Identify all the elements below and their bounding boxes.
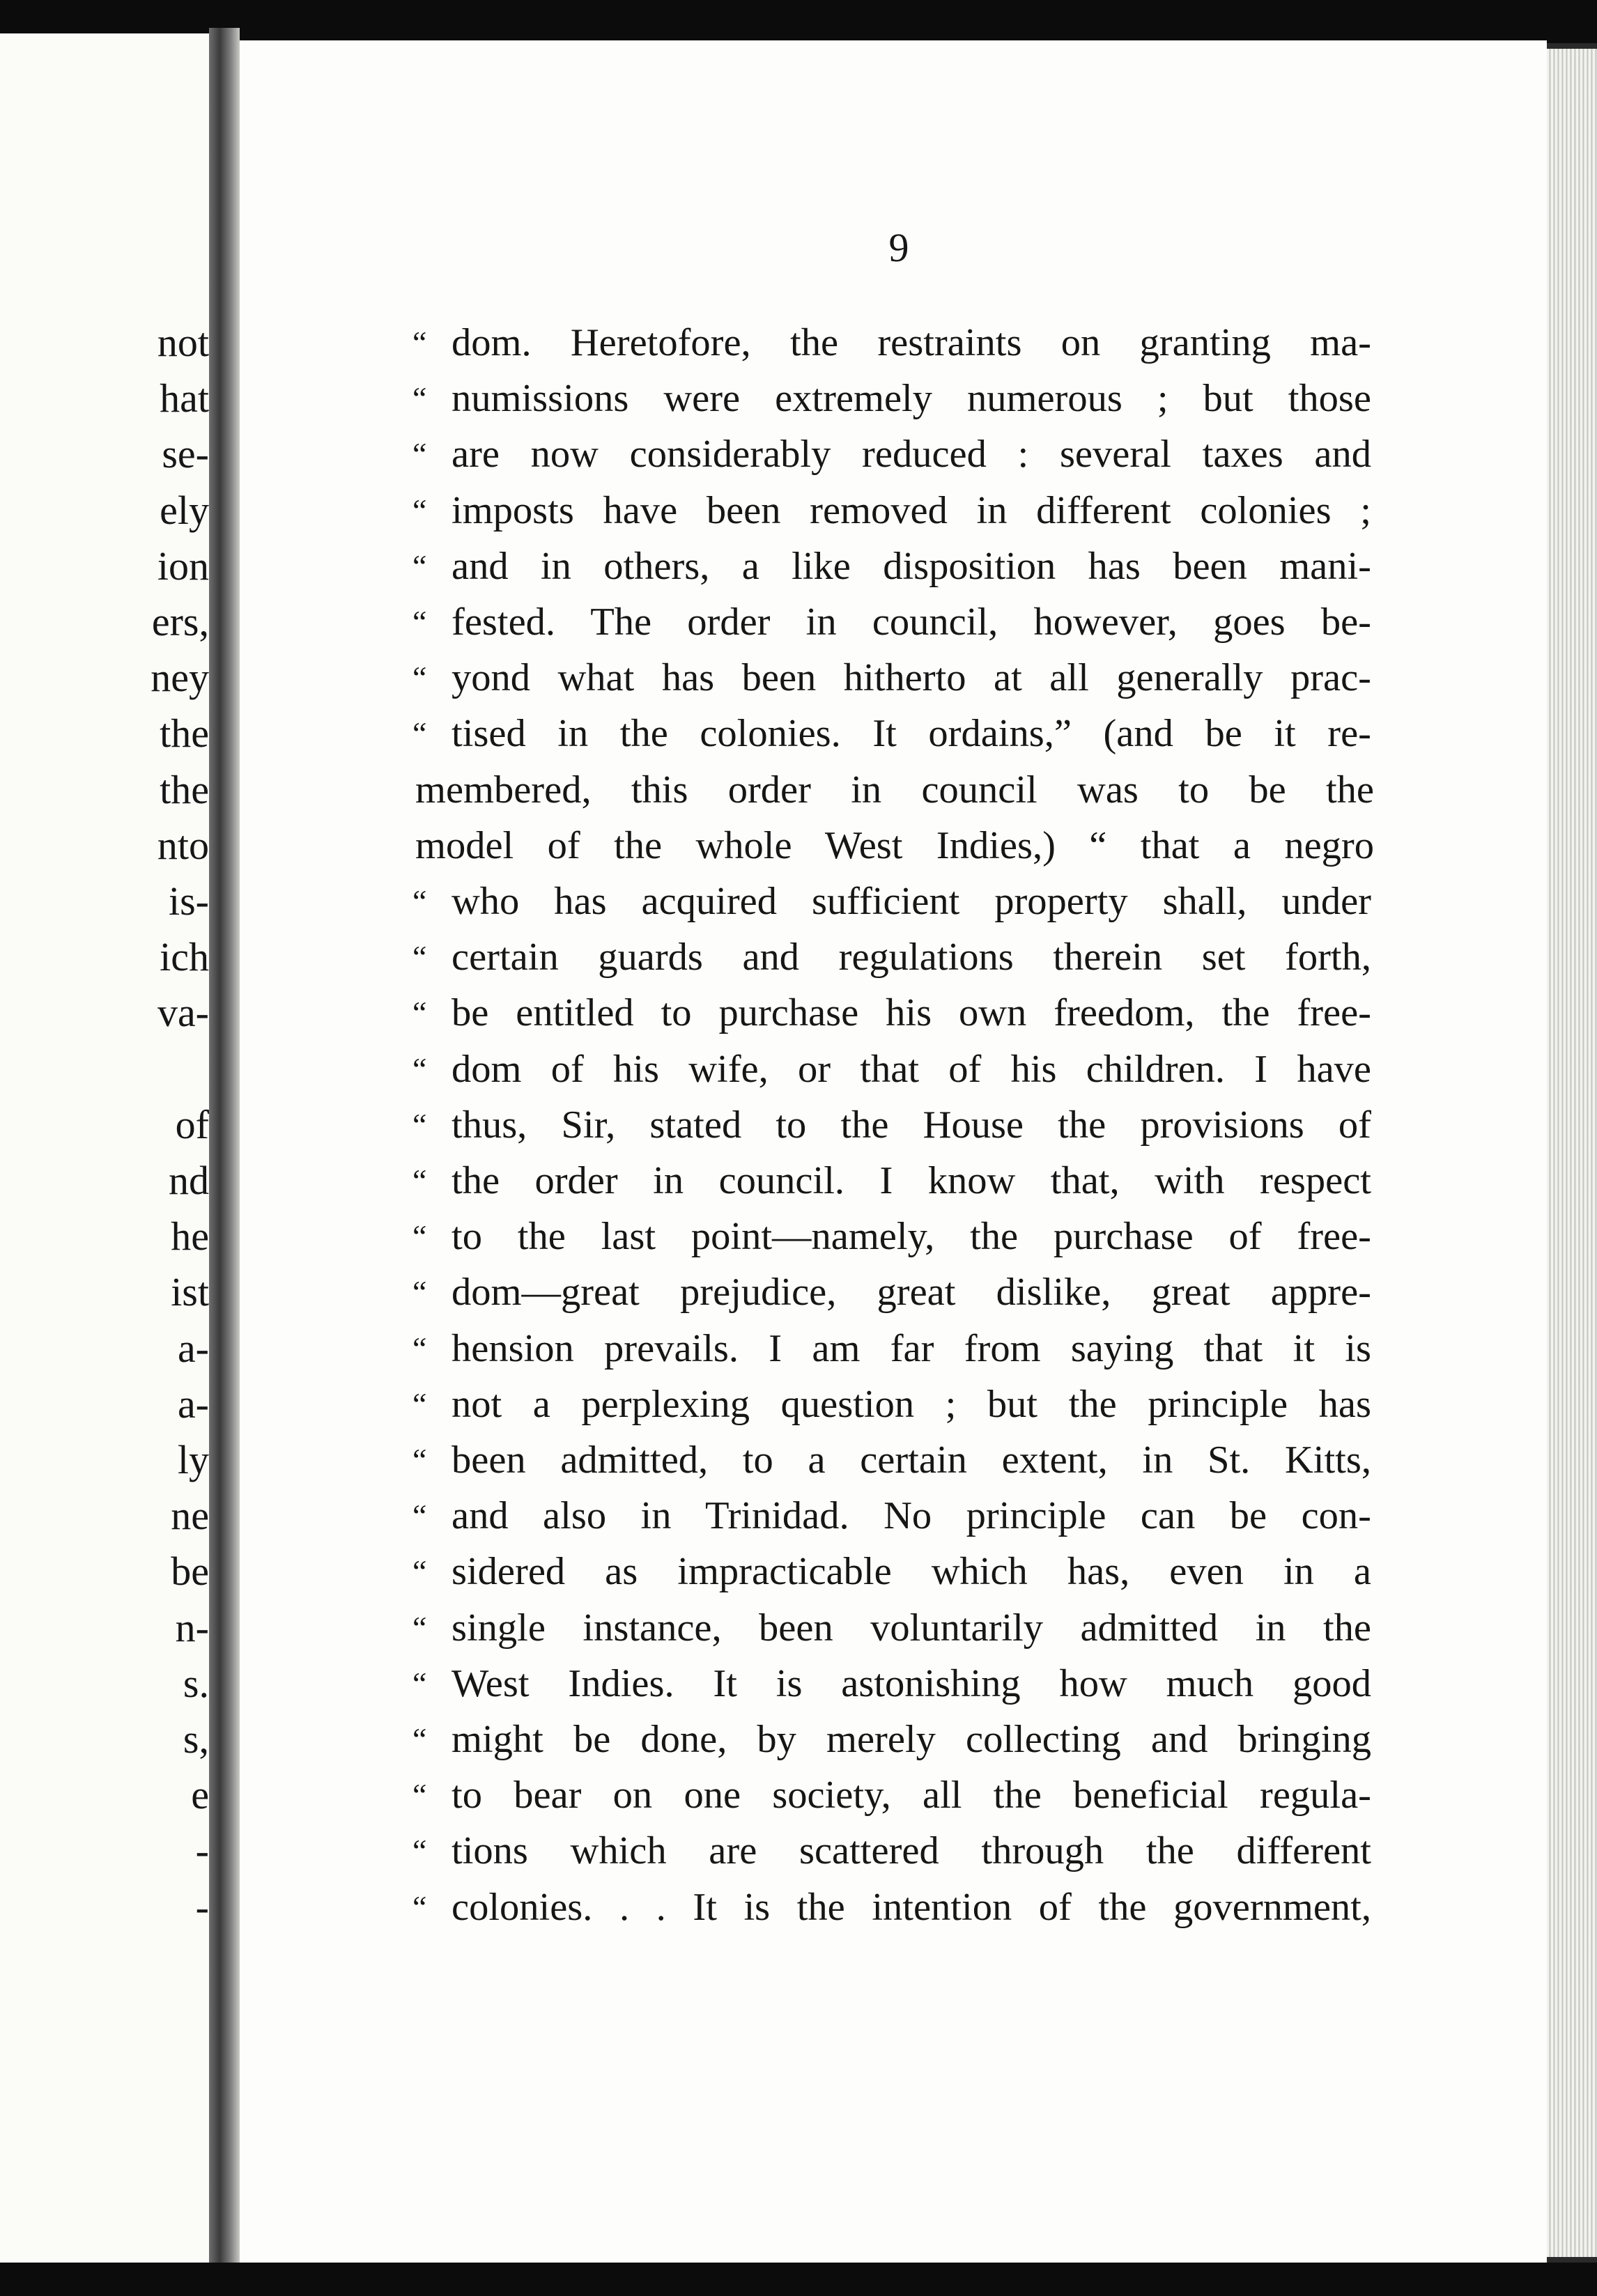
quote-mark: “ (412, 548, 427, 584)
quote-mark: “ (412, 1610, 427, 1645)
facing-page-fragment: ney (151, 655, 209, 700)
text-line: thus, Sir, stated to the House the provisions of (452, 1103, 1371, 1147)
facing-page-fragment: n- (175, 1605, 209, 1650)
text-line: dom of his wife, or that of his children. I have (452, 1048, 1371, 1091)
text-line: be entitled to purchase his own freedom, the free- (452, 991, 1371, 1034)
text-line: sidered as impracticable which has, even in a (452, 1550, 1371, 1593)
text-line: and also in Trinidad. No principle can be con- (452, 1494, 1371, 1537)
quote-mark: “ (412, 1386, 427, 1422)
text-line: been admitted, to a certain extent, in St. Kitts, (452, 1438, 1371, 1482)
text-line: not a perplexing question ; but the principle has (452, 1383, 1371, 1426)
text-line: tions which are scattered through the different (452, 1829, 1371, 1872)
quote-mark: “ (412, 1442, 427, 1477)
quote-mark: “ (412, 995, 427, 1030)
facing-page-fragment: - (195, 1828, 209, 1873)
scan-bottom-border (0, 2263, 1597, 2296)
quote-mark: “ (412, 1331, 427, 1366)
facing-page-fragment: ist (171, 1269, 209, 1314)
facing-page-fragment: he (171, 1213, 209, 1259)
quote-mark: “ (412, 1721, 427, 1757)
text-line: tised in the colonies. It ordains,” (and be it re- (452, 712, 1371, 755)
facing-page-fragment: e (191, 1772, 209, 1817)
quote-mark: “ (412, 1051, 427, 1087)
text-line: who has acquired sufficient property shall, under (452, 880, 1371, 923)
quote-mark: “ (412, 1107, 427, 1142)
text-line: are now considerably reduced : several taxes and (452, 433, 1371, 476)
quote-mark: “ (412, 660, 427, 695)
facing-page-fragment: - (195, 1884, 209, 1930)
book-gutter (209, 28, 240, 2271)
facing-page-fragment: hat (160, 375, 209, 421)
text-line: the order in council. I know that, with respect (452, 1159, 1371, 1202)
facing-page-fragment: s. (183, 1661, 209, 1706)
facing-page-fragment: ly (177, 1437, 209, 1482)
quote-mark: “ (412, 939, 427, 975)
facing-page-fragment: is- (169, 878, 209, 924)
text-line: single instance, been voluntarily admitted in the (452, 1606, 1371, 1650)
quote-mark: “ (412, 380, 427, 416)
facing-page-fragment: a- (177, 1381, 209, 1427)
quote-mark: “ (412, 715, 427, 751)
facing-page-fragment: ers, (151, 599, 209, 644)
text-line: might be done, by merely collecting and bringing (452, 1718, 1371, 1761)
quote-mark: “ (412, 1274, 427, 1310)
text-line: and in others, a like disposition has been mani- (452, 545, 1371, 588)
quote-mark: “ (412, 1889, 427, 1925)
quote-mark: “ (412, 1833, 427, 1868)
quote-mark: “ (412, 1777, 427, 1813)
text-line: to the last point—namely, the purchase of free- (452, 1215, 1371, 1258)
quote-mark: “ (412, 1218, 427, 1254)
facing-page-fragment: va- (157, 990, 209, 1035)
facing-page-fragment: be (171, 1549, 209, 1594)
facing-page-fragment: nd (169, 1158, 209, 1203)
facing-page-fragment: s, (183, 1716, 209, 1762)
text-line: West Indies. It is astonishing how much good (452, 1662, 1371, 1705)
page-number: 9 (888, 225, 909, 270)
facing-page-fragment: ich (160, 934, 209, 979)
facing-page-fragment: ne (171, 1493, 209, 1538)
text-line: yond what has been hitherto at all generally prac- (452, 656, 1371, 699)
quote-mark: “ (412, 1163, 427, 1198)
quote-mark: “ (412, 436, 427, 472)
text-line: dom—great prejudice, great dislike, great appre- (452, 1271, 1371, 1314)
facing-page-fragment: the (160, 767, 209, 812)
text-line: hension prevails. I am far from saying that it is (452, 1327, 1371, 1370)
facing-page-fragment: ion (157, 543, 209, 589)
facing-page-fragment: the (160, 711, 209, 756)
facing-page-fragment: se- (162, 431, 209, 476)
facing-page-edge (0, 33, 209, 2270)
quote-mark: “ (412, 492, 427, 528)
facing-page-fragment: nto (157, 823, 209, 868)
text-line: colonies. . . It is the intention of the government, (452, 1886, 1371, 1929)
text-line: fested. The order in council, however, goes be- (452, 600, 1371, 644)
facing-page-fragment: of (175, 1102, 209, 1147)
quote-mark: “ (412, 1498, 427, 1533)
text-line: to bear on one society, all the beneficial regula- (452, 1774, 1371, 1817)
facing-page-fragment: ely (160, 488, 209, 533)
page-stack-edge (1547, 49, 1597, 2257)
text-line: certain guards and regulations therein set forth, (452, 936, 1371, 979)
text-line: imposts have been removed in different colonies ; (452, 489, 1371, 532)
quote-mark: “ (412, 325, 427, 360)
quote-mark: “ (412, 604, 427, 639)
text-line: numissions were extremely numerous ; but those (452, 377, 1371, 420)
quote-mark: “ (412, 1553, 427, 1589)
facing-page-fragment: not (157, 320, 209, 365)
facing-page-fragment: a- (177, 1326, 209, 1371)
text-line: model of the whole West Indies,) “ that a negro (415, 824, 1374, 867)
quote-mark: “ (412, 1666, 427, 1701)
text-line: dom. Heretofore, the restraints on granting ma- (452, 321, 1371, 364)
quote-mark: “ (412, 883, 427, 919)
text-line: membered, this order in council was to be the (415, 768, 1374, 812)
